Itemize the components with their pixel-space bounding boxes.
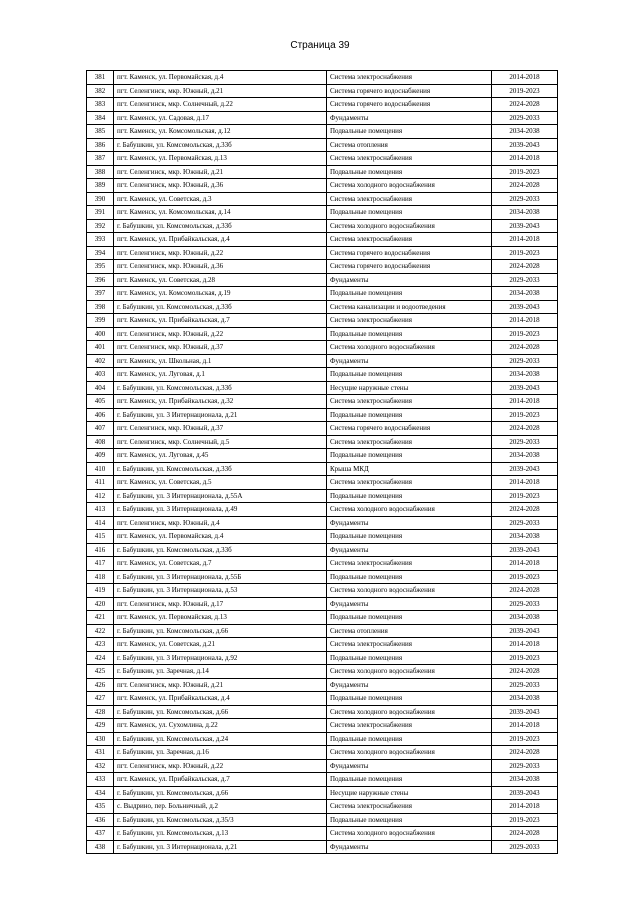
- address-cell: г. Бабушкин, ул. 3 Интернационала, д.49: [114, 503, 327, 517]
- address-cell: пгт. Селенгинск, мкр. Южный, д.22: [114, 327, 327, 341]
- table-row: [87, 449, 558, 463]
- row-number-cell: 388: [87, 165, 114, 179]
- repair-period-cell: 2024-2028: [492, 503, 558, 517]
- building-system-cell: Несущие наружные стены: [327, 381, 492, 395]
- table-row: [87, 719, 558, 733]
- row-number-cell: 401: [87, 341, 114, 355]
- table-row: [87, 84, 558, 98]
- building-system-cell: Фундаменты: [327, 678, 492, 692]
- building-system-cell: Система электроснабжения: [327, 476, 492, 490]
- table-row: [87, 503, 558, 517]
- row-number-cell: 426: [87, 678, 114, 692]
- table-row: [87, 138, 558, 152]
- row-number-cell: 438: [87, 840, 114, 854]
- address-cell: г. Бабушкин, ул. Комсомольская, д.33б: [114, 381, 327, 395]
- row-number-cell: 402: [87, 354, 114, 368]
- row-number-cell: 400: [87, 327, 114, 341]
- repair-period-cell: 2019-2023: [492, 570, 558, 584]
- row-number-cell: 392: [87, 219, 114, 233]
- row-number-cell: 391: [87, 206, 114, 220]
- address-cell: г. Бабушкин, ул. Комсомольская, д.24: [114, 732, 327, 746]
- row-number-cell: 396: [87, 273, 114, 287]
- address-cell: г. Бабушкин, ул. Комсомольская, д.33б: [114, 462, 327, 476]
- row-number-cell: 427: [87, 692, 114, 706]
- address-cell: г. Бабушкин, ул. 3 Интернационала, д.55Б: [114, 570, 327, 584]
- table-row: [87, 71, 558, 85]
- table-row: [87, 476, 558, 490]
- row-number-cell: 389: [87, 179, 114, 193]
- building-system-cell: Подвальные помещения: [327, 530, 492, 544]
- table-row: [87, 368, 558, 382]
- building-system-cell: Система холодного водоснабжения: [327, 827, 492, 841]
- repair-period-cell: 2039-2043: [492, 543, 558, 557]
- address-cell: пгт. Селенгинск, мкр. Южный, д.21: [114, 165, 327, 179]
- row-number-cell: 398: [87, 300, 114, 314]
- repair-period-cell: 2034-2038: [492, 206, 558, 220]
- address-cell: пгт. Каменск, ул. Советская, д.28: [114, 273, 327, 287]
- row-number-cell: 397: [87, 287, 114, 301]
- repair-period-cell: 2039-2043: [492, 300, 558, 314]
- row-number-cell: 412: [87, 489, 114, 503]
- table-row: [87, 111, 558, 125]
- building-system-cell: Фундаменты: [327, 354, 492, 368]
- repair-period-cell: 2029-2033: [492, 516, 558, 530]
- address-cell: пгт. Каменск, ул. Советская, д.21: [114, 638, 327, 652]
- row-number-cell: 403: [87, 368, 114, 382]
- row-number-cell: 419: [87, 584, 114, 598]
- table-row: [87, 435, 558, 449]
- row-number-cell: 385: [87, 125, 114, 139]
- repair-period-cell: 2024-2028: [492, 341, 558, 355]
- building-system-cell: Подвальные помещения: [327, 611, 492, 625]
- address-cell: г. Бабушкин, ул. Комсомольская, д.13: [114, 827, 327, 841]
- table-row: [87, 327, 558, 341]
- repair-period-cell: 2039-2043: [492, 219, 558, 233]
- repair-period-cell: 2029-2033: [492, 435, 558, 449]
- table-row: [87, 179, 558, 193]
- repair-period-cell: 2034-2038: [492, 449, 558, 463]
- building-system-cell: Фундаменты: [327, 273, 492, 287]
- row-number-cell: 404: [87, 381, 114, 395]
- row-number-cell: 422: [87, 624, 114, 638]
- building-system-cell: Система холодного водоснабжения: [327, 503, 492, 517]
- row-number-cell: 381: [87, 71, 114, 85]
- building-system-cell: Система холодного водоснабжения: [327, 584, 492, 598]
- building-system-cell: Подвальные помещения: [327, 692, 492, 706]
- repair-period-cell: 2024-2028: [492, 98, 558, 112]
- address-cell: г. Бабушкин, ул. Комсомольская, д.33б: [114, 219, 327, 233]
- address-cell: г. Бабушкин, ул. Заречная, д.14: [114, 665, 327, 679]
- repair-period-cell: 2024-2028: [492, 827, 558, 841]
- repair-period-cell: 2019-2023: [492, 489, 558, 503]
- building-system-cell: Система холодного водоснабжения: [327, 179, 492, 193]
- address-cell: пгт. Селенгинск, мкр. Южный, д.4: [114, 516, 327, 530]
- address-cell: пгт. Каменск, ул. Советская, д.5: [114, 476, 327, 490]
- building-system-cell: Система холодного водоснабжения: [327, 665, 492, 679]
- row-number-cell: 416: [87, 543, 114, 557]
- table-row: [87, 422, 558, 436]
- table-row: [87, 530, 558, 544]
- row-number-cell: 431: [87, 746, 114, 760]
- table-row: [87, 219, 558, 233]
- address-cell: пгт. Селенгинск, мкр. Южный, д.22: [114, 759, 327, 773]
- row-number-cell: 411: [87, 476, 114, 490]
- table-row: [87, 557, 558, 571]
- building-system-cell: Несущие наружные стены: [327, 786, 492, 800]
- address-cell: пгт. Селенгинск, мкр. Южный, д.22: [114, 246, 327, 260]
- table-row: [87, 165, 558, 179]
- address-cell: пгт. Каменск, ул. Комсомольская, д.19: [114, 287, 327, 301]
- table-row: [87, 408, 558, 422]
- building-system-cell: Фундаменты: [327, 111, 492, 125]
- address-cell: пгт. Селенгинск, мкр. Южный, д.37: [114, 341, 327, 355]
- repair-period-cell: 2024-2028: [492, 584, 558, 598]
- building-system-cell: Система канализации и водоотведения: [327, 300, 492, 314]
- building-system-cell: Система электроснабжения: [327, 719, 492, 733]
- building-system-cell: Подвальные помещения: [327, 165, 492, 179]
- repair-period-cell: 2019-2023: [492, 165, 558, 179]
- table-row: [87, 746, 558, 760]
- repair-period-cell: 2024-2028: [492, 422, 558, 436]
- building-system-cell: Крыша МКД: [327, 462, 492, 476]
- address-cell: г. Бабушкин, ул. Комсомольская, д.33б: [114, 543, 327, 557]
- building-system-cell: Система холодного водоснабжения: [327, 341, 492, 355]
- table-row: [87, 570, 558, 584]
- repair-period-cell: 2024-2028: [492, 179, 558, 193]
- table-row: [87, 206, 558, 220]
- repair-period-cell: 2019-2023: [492, 408, 558, 422]
- repair-period-cell: 2014-2018: [492, 719, 558, 733]
- row-number-cell: 413: [87, 503, 114, 517]
- repair-period-cell: 2024-2028: [492, 665, 558, 679]
- table-row: [87, 543, 558, 557]
- repair-period-cell: 2014-2018: [492, 71, 558, 85]
- row-number-cell: 393: [87, 233, 114, 247]
- table-row: [87, 773, 558, 787]
- address-cell: пгт. Селенгинск, мкр. Южный, д.21: [114, 84, 327, 98]
- row-number-cell: 429: [87, 719, 114, 733]
- address-cell: пгт. Каменск, ул. Комсомольская, д.12: [114, 125, 327, 139]
- table-row: [87, 786, 558, 800]
- repair-period-cell: 2039-2043: [492, 462, 558, 476]
- repair-period-cell: 2014-2018: [492, 395, 558, 409]
- address-cell: пгт. Каменск, ул. Первомайская, д.13: [114, 152, 327, 166]
- repair-period-cell: 2029-2033: [492, 192, 558, 206]
- row-number-cell: 414: [87, 516, 114, 530]
- address-cell: пгт. Селенгинск, мкр. Южный, д.17: [114, 597, 327, 611]
- building-system-cell: Подвальные помещения: [327, 287, 492, 301]
- building-system-cell: Подвальные помещения: [327, 489, 492, 503]
- repair-period-cell: 2034-2038: [492, 773, 558, 787]
- row-number-cell: 406: [87, 408, 114, 422]
- table-row: [87, 395, 558, 409]
- building-system-cell: Система электроснабжения: [327, 71, 492, 85]
- repair-period-cell: 2019-2023: [492, 84, 558, 98]
- building-system-cell: Система электроснабжения: [327, 638, 492, 652]
- building-system-cell: Подвальные помещения: [327, 449, 492, 463]
- repair-period-cell: 2019-2023: [492, 651, 558, 665]
- row-number-cell: 432: [87, 759, 114, 773]
- address-cell: г. Бабушкин, ул. Комсомольская, д.33б: [114, 300, 327, 314]
- repair-period-cell: 2019-2023: [492, 327, 558, 341]
- repair-period-cell: 2024-2028: [492, 746, 558, 760]
- row-number-cell: 433: [87, 773, 114, 787]
- building-system-cell: Фундаменты: [327, 840, 492, 854]
- row-number-cell: 430: [87, 732, 114, 746]
- repair-period-cell: 2014-2018: [492, 314, 558, 328]
- repair-schedule-table: [86, 70, 558, 854]
- address-cell: пгт. Каменск, ул. Луговая, д.1: [114, 368, 327, 382]
- building-system-cell: Система электроснабжения: [327, 314, 492, 328]
- table-row: [87, 732, 558, 746]
- table-row: [87, 246, 558, 260]
- table-row: [87, 827, 558, 841]
- building-system-cell: Фундаменты: [327, 516, 492, 530]
- table-row: [87, 152, 558, 166]
- table-row: [87, 273, 558, 287]
- table-row: [87, 354, 558, 368]
- repair-period-cell: 2014-2018: [492, 152, 558, 166]
- row-number-cell: 418: [87, 570, 114, 584]
- row-number-cell: 407: [87, 422, 114, 436]
- table-row: [87, 665, 558, 679]
- table-row: [87, 260, 558, 274]
- row-number-cell: 405: [87, 395, 114, 409]
- building-system-cell: Подвальные помещения: [327, 570, 492, 584]
- row-number-cell: 390: [87, 192, 114, 206]
- building-system-cell: Фундаменты: [327, 597, 492, 611]
- building-system-cell: Система электроснабжения: [327, 192, 492, 206]
- table-row: [87, 381, 558, 395]
- address-cell: г. Бабушкин, ул. Комсомольская, д.66: [114, 705, 327, 719]
- repair-period-cell: 2039-2043: [492, 786, 558, 800]
- address-cell: пгт. Каменск, ул. Комсомольская, д.14: [114, 206, 327, 220]
- row-number-cell: 424: [87, 651, 114, 665]
- repair-period-cell: 2039-2043: [492, 705, 558, 719]
- repair-period-cell: 2034-2038: [492, 125, 558, 139]
- address-cell: пгт. Каменск, ул. Школьная, д.1: [114, 354, 327, 368]
- building-system-cell: Система холодного водоснабжения: [327, 746, 492, 760]
- repair-period-cell: 2019-2023: [492, 732, 558, 746]
- building-system-cell: Система холодного водоснабжения: [327, 705, 492, 719]
- building-system-cell: Система отопления: [327, 138, 492, 152]
- address-cell: пгт. Каменск, ул. Первомайская, д.4: [114, 530, 327, 544]
- address-cell: пгт. Каменск, ул. Советская, д.3: [114, 192, 327, 206]
- repair-period-cell: 2019-2023: [492, 246, 558, 260]
- row-number-cell: 421: [87, 611, 114, 625]
- repair-period-cell: 2029-2033: [492, 678, 558, 692]
- building-system-cell: Фундаменты: [327, 543, 492, 557]
- repair-period-cell: 2029-2033: [492, 273, 558, 287]
- table-row: [87, 287, 558, 301]
- table-row: [87, 611, 558, 625]
- row-number-cell: 394: [87, 246, 114, 260]
- table-row: [87, 300, 558, 314]
- row-number-cell: 435: [87, 800, 114, 814]
- address-cell: пгт. Каменск, ул. Прибайкальская, д.4: [114, 233, 327, 247]
- row-number-cell: 409: [87, 449, 114, 463]
- row-number-cell: 415: [87, 530, 114, 544]
- building-system-cell: Система электроснабжения: [327, 233, 492, 247]
- building-system-cell: Система электроснабжения: [327, 800, 492, 814]
- address-cell: г. Бабушкин, ул. 3 Интернационала, д.21: [114, 840, 327, 854]
- building-system-cell: Подвальные помещения: [327, 813, 492, 827]
- building-system-cell: Подвальные помещения: [327, 408, 492, 422]
- building-system-cell: Подвальные помещения: [327, 651, 492, 665]
- address-cell: г. Бабушкин, ул. 3 Интернационала, д.21: [114, 408, 327, 422]
- address-cell: пгт. Каменск, ул. Сухомлина, д.22: [114, 719, 327, 733]
- row-number-cell: 434: [87, 786, 114, 800]
- row-number-cell: 423: [87, 638, 114, 652]
- table-row: [87, 678, 558, 692]
- repair-period-cell: 2034-2038: [492, 530, 558, 544]
- repair-period-cell: 2039-2043: [492, 138, 558, 152]
- address-cell: пгт. Каменск, ул. Прибайкальская, д.4: [114, 692, 327, 706]
- row-number-cell: 425: [87, 665, 114, 679]
- repair-period-cell: 2029-2033: [492, 597, 558, 611]
- repair-period-cell: 2034-2038: [492, 368, 558, 382]
- table-row: [87, 584, 558, 598]
- address-cell: г. Бабушкин, ул. Комсомольская, д.33б: [114, 138, 327, 152]
- table-row: [87, 341, 558, 355]
- repair-period-cell: 2024-2028: [492, 260, 558, 274]
- address-cell: пгт. Каменск, ул. Прибайкальская, д.7: [114, 314, 327, 328]
- row-number-cell: 420: [87, 597, 114, 611]
- address-cell: г. Бабушкин, ул. 3 Интернационала, д.92: [114, 651, 327, 665]
- table-row: [87, 692, 558, 706]
- address-cell: г. Бабушкин, ул. Комсомольская, д.66: [114, 624, 327, 638]
- building-system-cell: Подвальные помещения: [327, 773, 492, 787]
- page-number-header: Страница 39: [290, 40, 350, 51]
- table-body: [87, 71, 558, 854]
- address-cell: пгт. Каменск, ул. Луговая, д.45: [114, 449, 327, 463]
- table-row: [87, 705, 558, 719]
- address-cell: с. Выдрино, пер. Больничный, д.2: [114, 800, 327, 814]
- building-system-cell: Система отопления: [327, 624, 492, 638]
- table-row: [87, 759, 558, 773]
- repair-period-cell: 2034-2038: [492, 692, 558, 706]
- building-system-cell: Система электроснабжения: [327, 435, 492, 449]
- building-system-cell: Система горячего водоснабжения: [327, 84, 492, 98]
- address-cell: г. Бабушкин, ул. 3 Интернационала, д.55А: [114, 489, 327, 503]
- address-cell: пгт. Каменск, ул. Первомайская, д.13: [114, 611, 327, 625]
- table-row: [87, 489, 558, 503]
- table-row: [87, 192, 558, 206]
- table-row: [87, 233, 558, 247]
- address-cell: г. Бабушкин, ул. Заречная, д.16: [114, 746, 327, 760]
- address-cell: пгт. Каменск, ул. Прибайкальская, д.32: [114, 395, 327, 409]
- table-row: [87, 840, 558, 854]
- repair-period-cell: 2029-2033: [492, 759, 558, 773]
- address-cell: пгт. Селенгинск, мкр. Южный, д.21: [114, 678, 327, 692]
- building-system-cell: Подвальные помещения: [327, 125, 492, 139]
- table-row: [87, 638, 558, 652]
- row-number-cell: 383: [87, 98, 114, 112]
- repair-period-cell: 2014-2018: [492, 800, 558, 814]
- address-cell: г. Бабушкин, ул. Комсомольская, д.35/3: [114, 813, 327, 827]
- building-system-cell: Система горячего водоснабжения: [327, 422, 492, 436]
- repair-period-cell: 2029-2033: [492, 354, 558, 368]
- row-number-cell: 428: [87, 705, 114, 719]
- table-row: [87, 813, 558, 827]
- building-system-cell: Система электроснабжения: [327, 395, 492, 409]
- repair-period-cell: 2019-2023: [492, 813, 558, 827]
- row-number-cell: 384: [87, 111, 114, 125]
- repair-period-cell: 2014-2018: [492, 638, 558, 652]
- repair-period-cell: 2039-2043: [492, 624, 558, 638]
- row-number-cell: 410: [87, 462, 114, 476]
- repair-period-cell: 2034-2038: [492, 287, 558, 301]
- address-cell: г. Бабушкин, ул. 3 Интернационала, д.53: [114, 584, 327, 598]
- address-cell: пгт. Селенгинск, мкр. Южный, д.37: [114, 422, 327, 436]
- building-system-cell: Подвальные помещения: [327, 206, 492, 220]
- building-system-cell: Система электроснабжения: [327, 557, 492, 571]
- row-number-cell: 437: [87, 827, 114, 841]
- address-cell: пгт. Селенгинск, мкр. Южный, д.36: [114, 179, 327, 193]
- table-row: [87, 462, 558, 476]
- repair-period-cell: 2034-2038: [492, 611, 558, 625]
- building-system-cell: Система горячего водоснабжения: [327, 98, 492, 112]
- building-system-cell: Фундаменты: [327, 759, 492, 773]
- building-system-cell: Подвальные помещения: [327, 732, 492, 746]
- row-number-cell: 395: [87, 260, 114, 274]
- table-row: [87, 98, 558, 112]
- row-number-cell: 386: [87, 138, 114, 152]
- building-system-cell: Система холодного водоснабжения: [327, 219, 492, 233]
- repair-period-cell: 2039-2043: [492, 381, 558, 395]
- building-system-cell: Система горячего водоснабжения: [327, 246, 492, 260]
- address-cell: пгт. Селенгинск, мкр. Солнечный, д.22: [114, 98, 327, 112]
- building-system-cell: Подвальные помещения: [327, 368, 492, 382]
- row-number-cell: 399: [87, 314, 114, 328]
- row-number-cell: 417: [87, 557, 114, 571]
- address-cell: пгт. Селенгинск, мкр. Южный, д.36: [114, 260, 327, 274]
- repair-period-cell: 2014-2018: [492, 233, 558, 247]
- table-row: [87, 125, 558, 139]
- repair-period-cell: 2014-2018: [492, 476, 558, 490]
- address-cell: пгт. Каменск, ул. Прибайкальская, д.7: [114, 773, 327, 787]
- address-cell: пгт. Каменск, ул. Садовая, д.17: [114, 111, 327, 125]
- building-system-cell: Система электроснабжения: [327, 152, 492, 166]
- repair-period-cell: 2029-2033: [492, 111, 558, 125]
- table-row: [87, 597, 558, 611]
- table-row: [87, 651, 558, 665]
- building-system-cell: Система горячего водоснабжения: [327, 260, 492, 274]
- table-row: [87, 624, 558, 638]
- table-row: [87, 516, 558, 530]
- repair-period-cell: 2029-2033: [492, 840, 558, 854]
- building-system-cell: Подвальные помещения: [327, 327, 492, 341]
- row-number-cell: 382: [87, 84, 114, 98]
- row-number-cell: 387: [87, 152, 114, 166]
- repair-period-cell: 2014-2018: [492, 557, 558, 571]
- address-cell: пгт. Селенгинск, мкр. Солнечный, д.5: [114, 435, 327, 449]
- address-cell: пгт. Каменск, ул. Первомайская, д.4: [114, 71, 327, 85]
- table-row: [87, 800, 558, 814]
- table-row: [87, 314, 558, 328]
- row-number-cell: 436: [87, 813, 114, 827]
- row-number-cell: 408: [87, 435, 114, 449]
- address-cell: г. Бабушкин, ул. Комсомольская, д.66: [114, 786, 327, 800]
- address-cell: пгт. Каменск, ул. Советская, д.7: [114, 557, 327, 571]
